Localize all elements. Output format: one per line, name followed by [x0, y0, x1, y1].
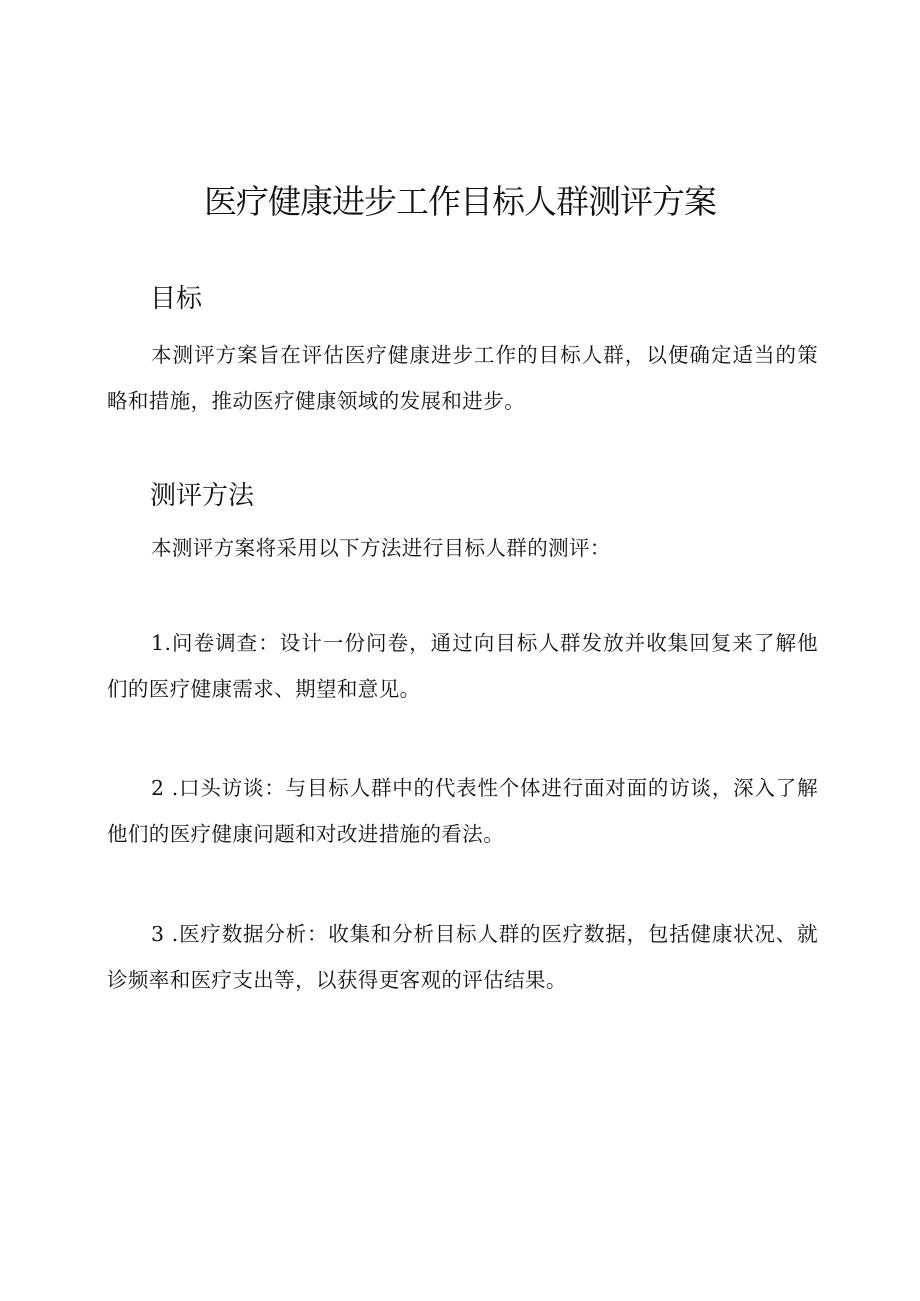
- goal-paragraph: 本测评方案旨在评估医疗健康进步工作的目标人群，以便确定适当的策略和措施，推动医疗健康领域的发展和进步。: [107, 343, 818, 413]
- document-title: 医疗健康进步工作目标人群测评方案: [204, 182, 716, 221]
- method-item-data-analysis: 3 .医疗数据分析：收集和分析目标人群的医疗数据，包括健康状况、就诊频率和医疗支出等，以获得更客观的评估结果。: [107, 922, 818, 992]
- method-item-questionnaire: 1.问卷调查：设计一份问卷，通过向目标人群发放并收集回复来了解他们的医疗健康需求、期望和意见。: [107, 631, 818, 701]
- method-intro-paragraph: 本测评方案将采用以下方法进行目标人群的测评：: [151, 536, 611, 560]
- section-heading-method: 测评方法: [150, 481, 255, 511]
- section-heading-goal: 目标: [150, 284, 203, 314]
- method-item-interview: 2 .口头访谈：与目标人群中的代表性个体进行面对面的访谈，深入了解他们的医疗健康问题和对改进措施的看法。: [107, 776, 818, 846]
